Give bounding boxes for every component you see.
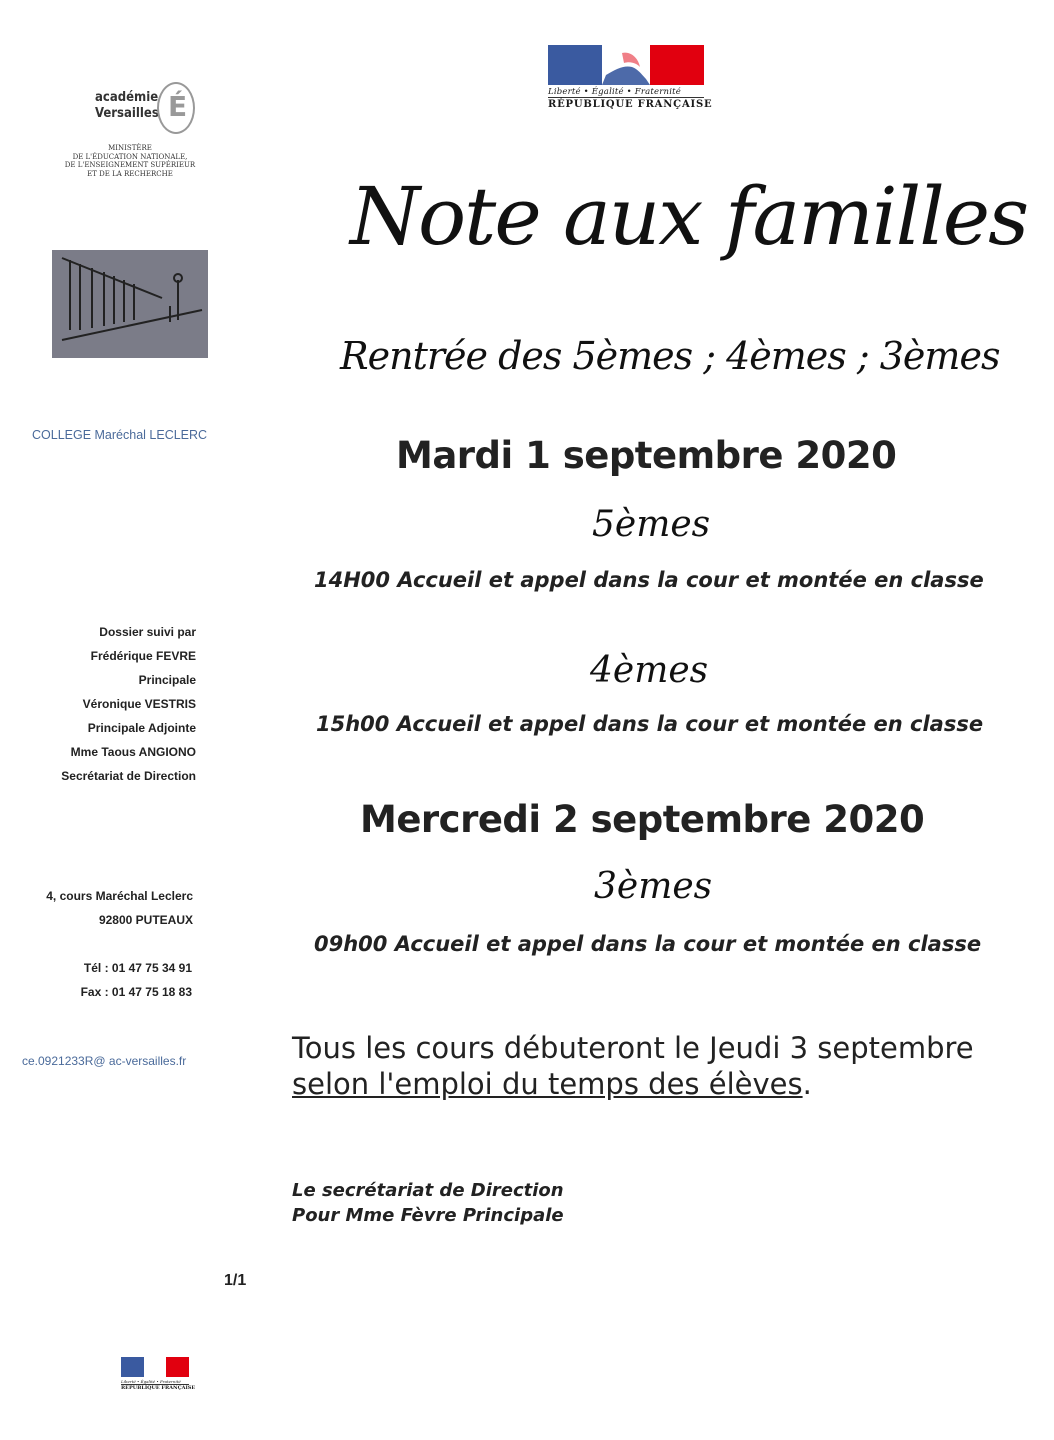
level-3emes: 3èmes [594,866,713,907]
address-block [40,884,193,932]
page-number: 1/1 [224,1272,247,1289]
notice-line-2: selon l'emploi du temps des élèves [292,1067,803,1101]
rf-flag-icon [548,45,704,85]
contact-block [40,956,192,1004]
staff-line: Dossier suivi par [99,625,196,639]
notice-line-1: Tous les cours débuteront le Jeudi 3 septembre [292,1031,974,1065]
staff-line: Secrétariat de Direction [61,769,196,783]
footer-rf-logo [121,1357,196,1397]
level-5emes: 5èmes [592,504,711,545]
address-line: 92800 PUTEAUX [98,913,193,927]
schedule-5emes: 14H00 Accueil et appel dans la cour et montée en classe [314,568,984,592]
footer-rf-flag-icon [121,1357,189,1377]
republique-francaise-logo [548,45,713,115]
rf-name: RÉPUBLIQUE FRANÇAISE [548,99,713,110]
staff-block [40,620,196,788]
phone-line: Tél : 01 47 75 34 91 [83,961,192,975]
footer-rf-name: RÉPUBLIQUE FRANÇAISE [121,1385,196,1391]
ministry-line: ET DE LA RECHERCHE [87,169,173,178]
staff-line: Véronique VESTRIS [82,697,196,711]
notice-end: . [802,1067,812,1101]
footer-rf-motto: Liberté • Égalité • Fraternité [121,1379,181,1384]
signature-line-1: Le secrétariat de Direction [292,1180,564,1201]
staff-line: Principale [138,673,196,687]
academie-label: académie [95,90,159,105]
academie-versailles-logo [95,72,205,142]
college-name: COLLEGE Maréchal LECLERC [32,428,208,442]
staff-line: Frédérique FEVRE [90,649,196,663]
signature-line-2: Pour Mme Fèvre Principale [292,1205,564,1226]
ministry-block [50,144,210,178]
staff-line: Mme Taous ANGIONO [70,745,196,759]
ministry-line: DE L'ENSEIGNEMENT SUPÉRIEUR [64,161,196,169]
academie-letter: É [168,90,188,123]
level-4emes: 4èmes [590,650,709,691]
academie-e-icon [157,82,195,134]
staff-line: Principale Adjointe [87,721,196,735]
fax-line: Fax : 01 47 75 18 83 [80,985,192,999]
page-title [340,160,1028,290]
classes-start-notice [292,1030,974,1102]
ministry-line: DE L'ÉDUCATION NATIONALE, [72,152,188,161]
college-building-image [52,250,208,358]
ministry-line: MINISTÈRE [108,144,152,152]
signature-block [292,1178,564,1228]
schedule-3emes: 09h00 Accueil et appel dans la cour et montée en classe [314,932,982,956]
address-line: 4, cours Maréchal Leclerc [46,889,193,903]
day2-date: Mercredi 2 septembre 2020 [360,798,925,841]
day1-date: Mardi 1 septembre 2020 [396,434,897,477]
page-title-text: Note aux familles [350,170,1028,263]
rf-motto: Liberté • Égalité • Fraternité [548,87,681,97]
page-subtitle: Rentrée des 5èmes ; 4èmes ; 3èmes [340,334,1000,378]
schedule-4emes: 15h00 Accueil et appel dans la cour et montée en classe [316,712,984,736]
versailles-label: Versailles [95,106,159,121]
email-link[interactable]: ce.0921233R@ ac-versailles.fr [22,1054,187,1068]
